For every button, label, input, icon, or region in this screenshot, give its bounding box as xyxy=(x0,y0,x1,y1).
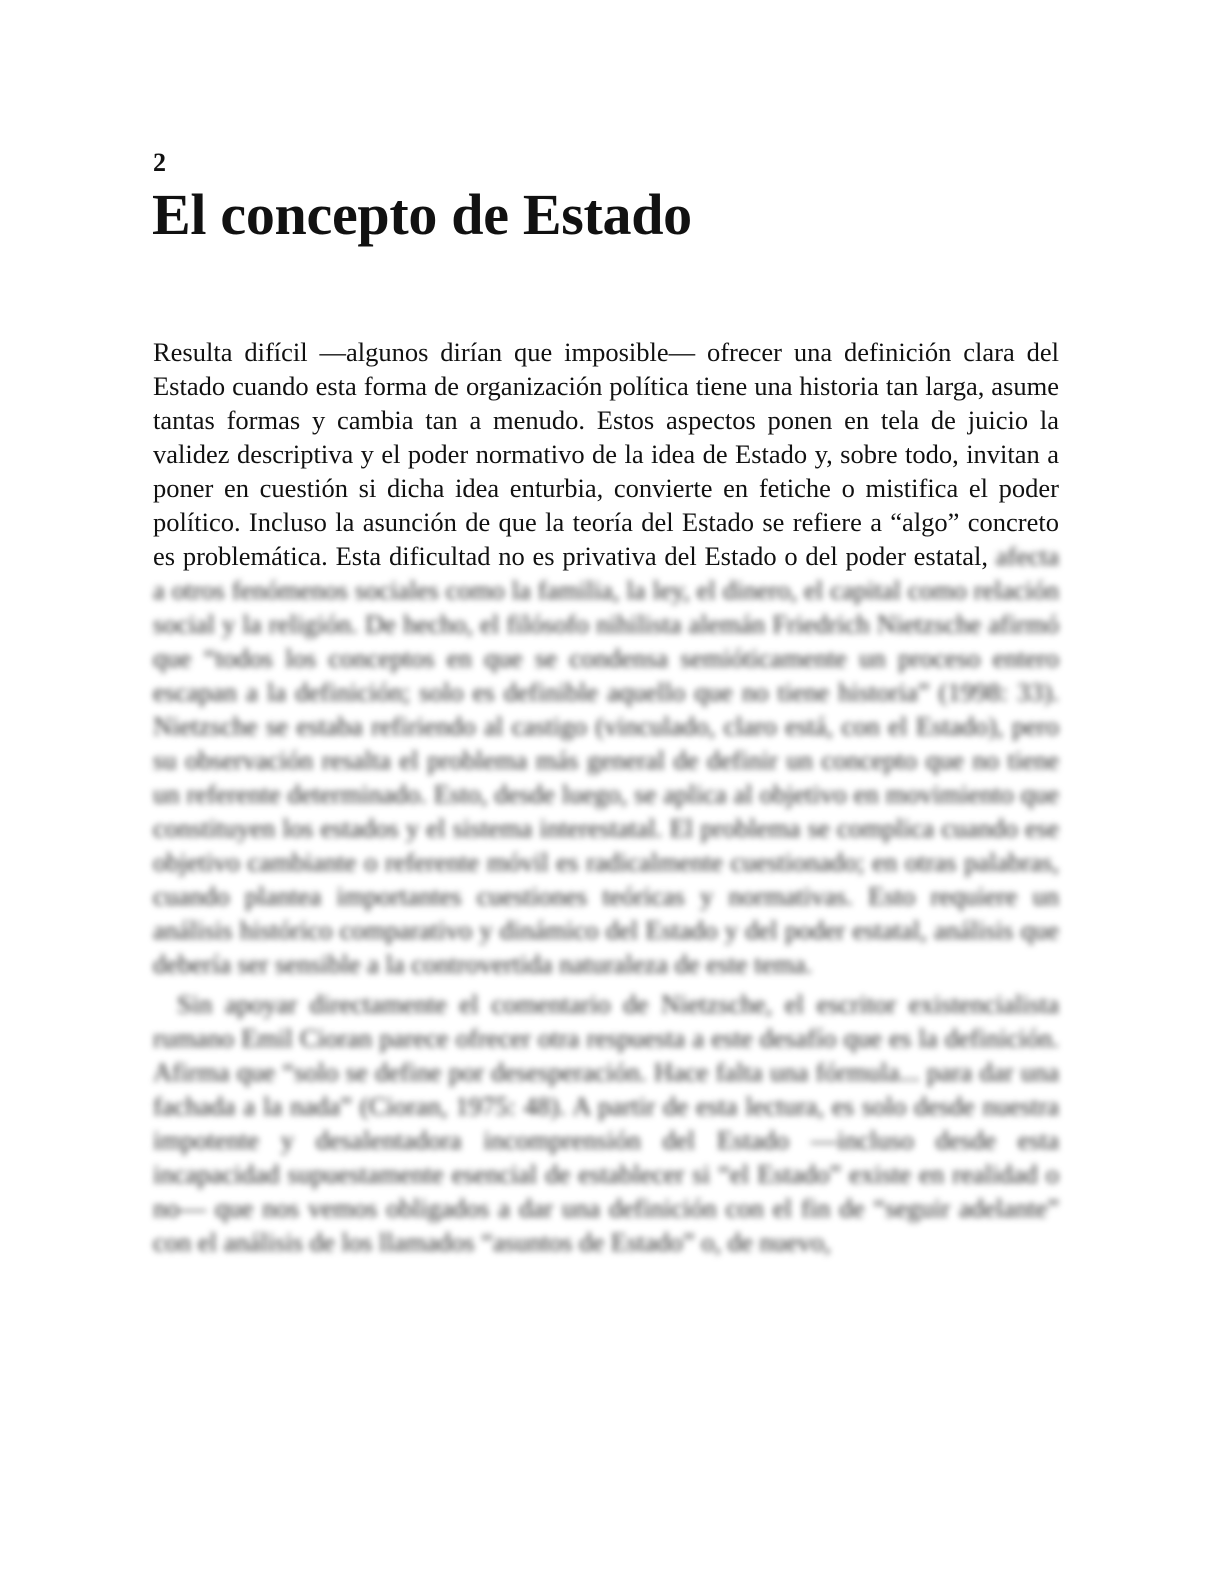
body-text xyxy=(153,335,1059,1259)
chapter-number: 2 xyxy=(153,148,166,177)
chapter-title: El concepto de Estado xyxy=(152,182,692,247)
paragraph-1-blurred-text: afecta a otros fenómenos sociales como la familia, la ley, el dinero, el capital como relación social y la religión. De hecho, el filósofo nihilista alemán Friedrich Nietzsche afirmó que “todos los conceptos en que se condensa semióticamente un proceso entero escapan a la definición; solo es definible aquello que no tiene historia” (1998: 33). Nietzsche se estaba refiriendo al castigo (vinculado, claro está, con el Estado), pero su observación resalta el problema más general de definir un concepto que no tiene un referente determinado. Esto, desde luego, se aplica al objetivo en movimiento que constituyen los estados y el sistema interestatal. El problema se complica cuando ese objetivo cambiante o referente móvil es radicalmente cuestionado; en otras palabras, cuando plantea importantes cuestiones teóricas y normativas. Esto requiere un análisis histórico comparativo y dinámico del Estado y del poder estatal, análisis que debería ser sensible a la controvertida naturaleza de este tema. xyxy=(153,541,1060,979)
paragraph-2: Sin apoyar directamente el comentario de Nietzsche, el escritor existencialista rumano Emil Cioran parece ofrecer otra respuesta a este desafío que es la definición. Afirma que “solo se define por desesperación. Hace falta una fórmula... para dar una fachada a la nada” (Cioran, 1975: 48). A partir de esta lectura, es solo desde nuestra impotente y desalentadora incomprensión del Estado —incluso desde esta incapacidad supuestamente esencial de establecer si “el Estado” existe en realidad o no— que nos vemos obligados a dar una definición con el fin de “seguir adelante” con el análisis de los llamados “asuntos de Estado” o, de nuevo, xyxy=(153,989,1059,1257)
paragraph-1-visible-text: Resulta difícil —algunos dirían que imposible— ofrecer una definición clara del Estado cuando esta forma de organización política tiene una historia tan larga, asume tantas formas y cambia tan a menudo. Estos aspectos ponen en tela de juicio la validez descriptiva y el poder normativo de la idea de Estado y, sobre todo, invitan a poner en cuestión si dicha idea enturbia, convierte en fetiche o mistifica el poder político. Incluso la asunción de que la teoría del Estado se refiere a “algo” concreto es problemática. Esta dificultad no es privativa del Estado o del poder estatal, xyxy=(153,337,1059,571)
paragraph-1 xyxy=(153,335,1059,981)
